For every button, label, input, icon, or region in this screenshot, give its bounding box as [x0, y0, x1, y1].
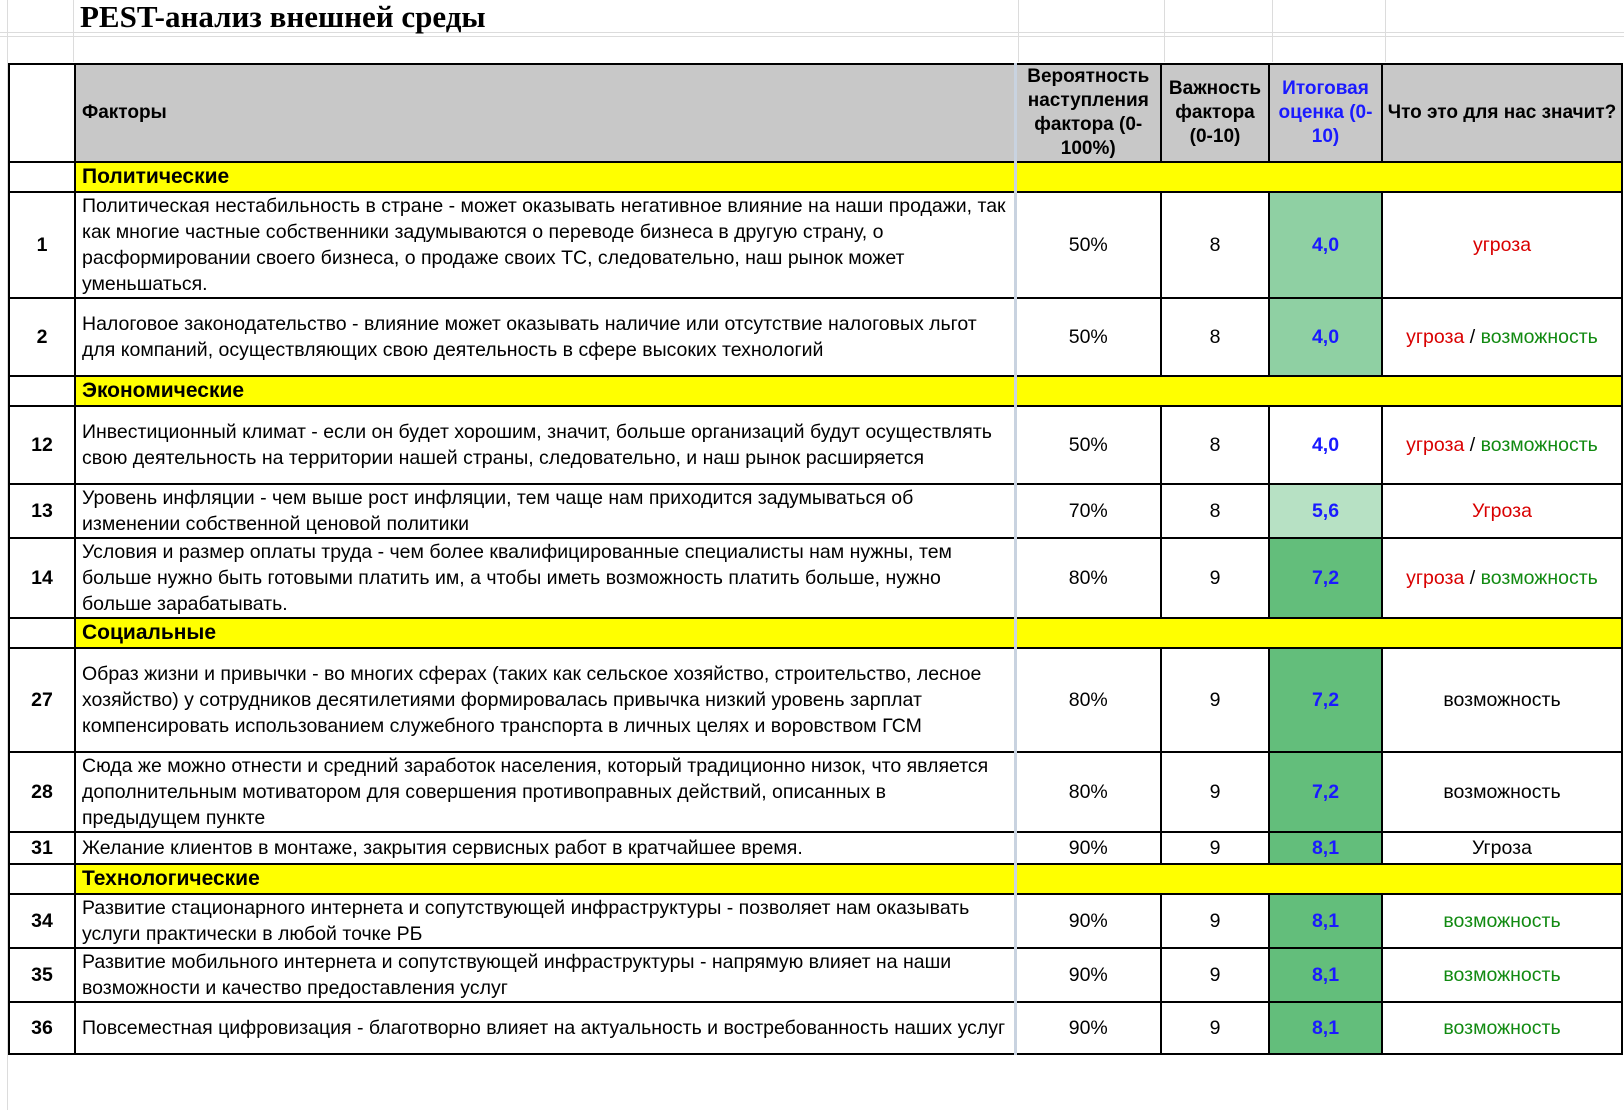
score-value[interactable]: 4,0 [1269, 192, 1382, 298]
factor-row [9, 538, 1622, 618]
grid-line [1272, 0, 1273, 62]
header-score[interactable]: Итоговая оценка (0-10) [1269, 64, 1382, 162]
category-name[interactable]: Экономические [75, 376, 1015, 406]
category-fill-cell[interactable] [1015, 618, 1622, 648]
grid-line [1385, 0, 1386, 62]
meaning-label: возможность [1443, 780, 1561, 803]
probability-value[interactable]: 90% [1015, 1002, 1161, 1054]
row-number[interactable]: 34 [9, 894, 75, 948]
category-fill-cell[interactable] [1015, 162, 1622, 192]
probability-value[interactable]: 90% [1015, 832, 1161, 864]
row-number[interactable]: 27 [9, 648, 75, 752]
row-number[interactable]: 1 [9, 192, 75, 298]
factor-row [9, 894, 1622, 948]
importance-value[interactable]: 8 [1161, 298, 1269, 376]
probability-value[interactable]: 50% [1015, 298, 1161, 376]
factor-row [9, 1002, 1622, 1054]
score-value[interactable]: 8,1 [1269, 832, 1382, 864]
factor-description[interactable]: Политическая нестабильность в стране - может оказывать негативное влияние на наши продажи, так как многие частные собственники задумываются о переводе бизнеса в другую страну, о расформировании своего бизнеса, о продаже своих ТС, следовательно, наш рынок может уменьшаться. [75, 192, 1015, 298]
meaning-cell[interactable] [1382, 648, 1622, 752]
meaning-label: Угроза [1472, 836, 1532, 859]
factor-row [9, 832, 1622, 864]
probability-value[interactable]: 80% [1015, 538, 1161, 618]
meaning-label: возможность [1443, 963, 1561, 986]
category-fill-cell[interactable] [1015, 864, 1622, 894]
meaning-label: угроза [1472, 233, 1532, 256]
row-number[interactable]: 13 [9, 484, 75, 538]
importance-value[interactable]: 9 [1161, 894, 1269, 948]
factor-description[interactable]: Инвестиционный климат - если он будет хорошим, значит, больше организаций будут осуществлять свою деятельность на территории нашей страны, следовательно, и наш рынок расширяется [75, 406, 1015, 484]
category-name[interactable]: Социальные [75, 618, 1015, 648]
row-number[interactable]: 31 [9, 832, 75, 864]
probability-value[interactable]: 80% [1015, 648, 1161, 752]
probability-value[interactable]: 50% [1015, 406, 1161, 484]
importance-value[interactable]: 8 [1161, 406, 1269, 484]
score-value[interactable]: 5,6 [1269, 484, 1382, 538]
grid-line [73, 0, 74, 62]
meaning-cell[interactable] [1382, 1002, 1622, 1054]
meaning-label: возможность [1443, 1016, 1561, 1039]
factor-description[interactable]: Образ жизни и привычки - во многих сферах (таких как сельское хозяйство, строительство, лесное хозяйство) у сотрудников десятилетиями формировалась привычка низкий уровень зарплат компенсировать использованием служебного транспорта в личных целях и воровством ГСМ [75, 648, 1015, 752]
category-fill-cell[interactable] [1015, 376, 1622, 406]
category-num-cell[interactable] [9, 618, 75, 648]
header-meaning[interactable]: Что это для нас значит? [1382, 64, 1622, 162]
factor-description[interactable]: Налоговое законодательство - влияние может оказывать наличие или отсутствие налоговых льгот для компаний, осуществляющих свою деятельность в сфере высоких технологий [75, 298, 1015, 376]
threat-label: угроза [1406, 433, 1465, 456]
sheet-title[interactable]: PEST-анализ внешней среды [80, 0, 486, 34]
factor-row [9, 648, 1622, 752]
score-value[interactable]: 8,1 [1269, 1002, 1382, 1054]
opportunity-label: возможность [1480, 325, 1598, 348]
header-row [9, 64, 1622, 162]
meaning-cell[interactable] [1382, 406, 1622, 484]
category-name[interactable]: Политические [75, 162, 1015, 192]
probability-value[interactable]: 70% [1015, 484, 1161, 538]
meaning-separator: / [1464, 325, 1481, 348]
row-number[interactable]: 35 [9, 948, 75, 1002]
importance-value[interactable]: 9 [1161, 1002, 1269, 1054]
importance-value[interactable]: 9 [1161, 538, 1269, 618]
category-num-cell[interactable] [9, 864, 75, 894]
row-number[interactable]: 36 [9, 1002, 75, 1054]
meaning-cell[interactable] [1382, 538, 1622, 618]
grid-line [1018, 0, 1019, 62]
factor-description[interactable]: Развитие мобильного интернета и сопутствующей инфраструктуры - напрямую влияет на наши возможности и качество предоставления услуг [75, 948, 1015, 1002]
meaning-cell[interactable] [1382, 298, 1622, 376]
meaning-separator: / [1464, 566, 1481, 589]
factor-description[interactable]: Повсеместная цифровизация - благотворно влияет на актуальность и востребованность наших услуг [75, 1002, 1015, 1054]
probability-value[interactable]: 90% [1015, 894, 1161, 948]
meaning-cell[interactable] [1382, 832, 1622, 864]
factor-row [9, 948, 1622, 1002]
meaning-cell[interactable] [1382, 752, 1622, 832]
row-number[interactable]: 12 [9, 406, 75, 484]
row-number[interactable]: 2 [9, 298, 75, 376]
category-row [9, 618, 1622, 648]
factor-row [9, 406, 1622, 484]
score-value[interactable]: 8,1 [1269, 948, 1382, 1002]
factor-description[interactable]: Желание клиентов в монтаже, закрытия сервисных работ в кратчайшее время. [75, 832, 1015, 864]
header-importance[interactable]: Важность фактора (0-10) [1161, 64, 1269, 162]
pest-table [8, 63, 1623, 1055]
factor-row [9, 298, 1622, 376]
opportunity-label: возможность [1480, 566, 1598, 589]
header-probability[interactable]: Вероятность наступления фактора (0-100%) [1015, 64, 1161, 162]
meaning-label: возможность [1443, 909, 1561, 932]
importance-value[interactable]: 9 [1161, 752, 1269, 832]
factor-description[interactable]: Уровень инфляции - чем выше рост инфляции, тем чаще нам приходится задумываться об изменении собственной ценовой политики [75, 484, 1015, 538]
probability-value[interactable]: 80% [1015, 752, 1161, 832]
row-number[interactable]: 14 [9, 538, 75, 618]
factor-description[interactable]: Развитие стационарного интернета и сопутствующей инфраструктуры - позволяет нам оказывать услуги практически в любой точке РБ [75, 894, 1015, 948]
meaning-cell[interactable] [1382, 894, 1622, 948]
meaning-cell[interactable] [1382, 192, 1622, 298]
header-num-cell[interactable] [9, 64, 75, 162]
category-num-cell[interactable] [9, 162, 75, 192]
category-row [9, 376, 1622, 406]
category-num-cell[interactable] [9, 376, 75, 406]
grid-line [0, 36, 1624, 37]
meaning-label: возможность [1443, 688, 1561, 711]
meaning-cell[interactable] [1382, 948, 1622, 1002]
score-value[interactable]: 7,2 [1269, 648, 1382, 752]
score-value[interactable]: 7,2 [1269, 538, 1382, 618]
probability-value[interactable]: 50% [1015, 192, 1161, 298]
importance-value[interactable]: 9 [1161, 948, 1269, 1002]
header-factors[interactable]: Факторы [75, 64, 1015, 162]
factor-row [9, 192, 1622, 298]
probability-value[interactable]: 90% [1015, 948, 1161, 1002]
importance-value[interactable]: 9 [1161, 832, 1269, 864]
meaning-cell[interactable] [1382, 484, 1622, 538]
score-value[interactable]: 8,1 [1269, 894, 1382, 948]
importance-value[interactable]: 9 [1161, 648, 1269, 752]
importance-value[interactable]: 8 [1161, 192, 1269, 298]
category-row [9, 162, 1622, 192]
factor-row [9, 752, 1622, 832]
threat-label: угроза [1406, 325, 1465, 348]
category-row [9, 864, 1622, 894]
factor-description[interactable]: Сюда же можно отнести и средний заработок населения, который традиционно низок, что является дополнительным мотиватором для совершения противоправных действий, описанных в предыдущем пункте [75, 752, 1015, 832]
factor-row [9, 484, 1622, 538]
grid-line [1164, 0, 1165, 62]
factor-description[interactable]: Условия и размер оплаты труда - чем более квалифицированные специалисты нам нужны, тем больше нужно быть готовыми платить им, а чтобы иметь возможность платить больше, нужно больше зарабатывать. [75, 538, 1015, 618]
score-value[interactable]: 4,0 [1269, 406, 1382, 484]
score-value[interactable]: 7,2 [1269, 752, 1382, 832]
importance-value[interactable]: 8 [1161, 484, 1269, 538]
meaning-separator: / [1464, 433, 1481, 456]
threat-label: угроза [1406, 566, 1465, 589]
category-name[interactable]: Технологические [75, 864, 1015, 894]
row-number[interactable]: 28 [9, 752, 75, 832]
meaning-label: Угроза [1472, 499, 1532, 522]
opportunity-label: возможность [1480, 433, 1598, 456]
score-value[interactable]: 4,0 [1269, 298, 1382, 376]
